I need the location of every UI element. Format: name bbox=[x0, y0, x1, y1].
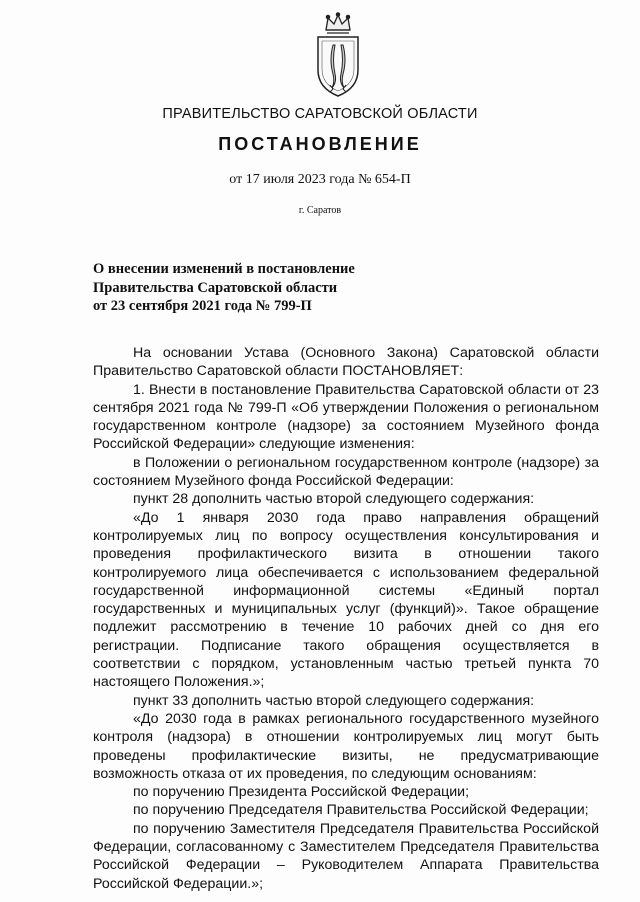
body-paragraph: 1. Внести в постановление Правительства Саратовской области от 23 сентября 2021 года № 799-П «Об утверждении Положения о региональном государственном контроле (надзоре) за состоянием Музейного фонда Российской Федерации» следующие изменения: bbox=[93, 381, 599, 453]
body-paragraph: «До 1 января 2030 года право направления обращений контролируемых лиц по вопросу осуществления консультирования и проведения профилактического визита в отношении такого контролируемого лица обеспечивается с использованием федеральной государственной информационной системы «Единый портал государственных и муниципальных услуг (функций)». Такое обращение подлежит рассмотрению в течение 10 рабочих дней со дня его регистрации. Подписание такого обращения осуществляется в соответствии с порядком, установленным частью третьей пункта 70 настоящего Положения.»; bbox=[93, 509, 599, 691]
document-city: г. Саратов bbox=[298, 205, 342, 216]
subject-line: Правительства Саратовской области bbox=[93, 279, 338, 296]
document-type-title: ПОСТАНОВЛЕНИЕ bbox=[218, 134, 422, 154]
body-paragraph: по поручению Председателя Правительства Российской Федерации; bbox=[133, 802, 589, 819]
body-paragraph: по поручению Президента Российской Федерации; bbox=[133, 784, 470, 801]
body-paragraph: в Положении о региональном государственном контроле (надзоре) за состоянием Музейного фонда Российской Федерации: bbox=[93, 454, 599, 490]
body-paragraph: На основании Устава (Основного Закона) Саратовской области Правительство Саратовской области ПОСТАНОВЛЯЕТ: bbox=[93, 345, 599, 380]
subject-line: от 23 сентября 2021 года № 799-П bbox=[93, 298, 312, 314]
shield-icon bbox=[318, 37, 358, 96]
subject-line: О внесении изменений в постановление bbox=[93, 261, 355, 277]
document-body bbox=[93, 344, 599, 893]
document-subject bbox=[93, 260, 423, 316]
body-paragraph: «До 2030 года в рамках регионального государственного музейного контроля (надзора) в отношении контролируемых лиц могут быть проведены профилактические визиты, не предусматривающие возможность отказа от их проведения, по следующим основаниям: bbox=[93, 710, 599, 782]
body-paragraph: пункт 28 дополнить частью второй следующего содержания: bbox=[133, 491, 535, 508]
document-date-number: от 17 июля 2023 года № 654-П bbox=[229, 172, 411, 187]
crown-icon bbox=[326, 13, 350, 33]
body-paragraph: по поручению Заместителя Председателя Правительства Российской Федерации, согласованному с Заместителем Председателя Правительства Российской Федерации – Руководителем Аппарата Правительства Российской Федерации.»; bbox=[93, 820, 599, 892]
body-paragraph: пункт 33 дополнить частью второй следующего содержания: bbox=[133, 692, 535, 709]
government-name: ПРАВИТЕЛЬСТВО САРАТОВСКОЙ ОБЛАСТИ bbox=[162, 106, 478, 122]
coat-of-arms-emblem bbox=[304, 12, 372, 98]
